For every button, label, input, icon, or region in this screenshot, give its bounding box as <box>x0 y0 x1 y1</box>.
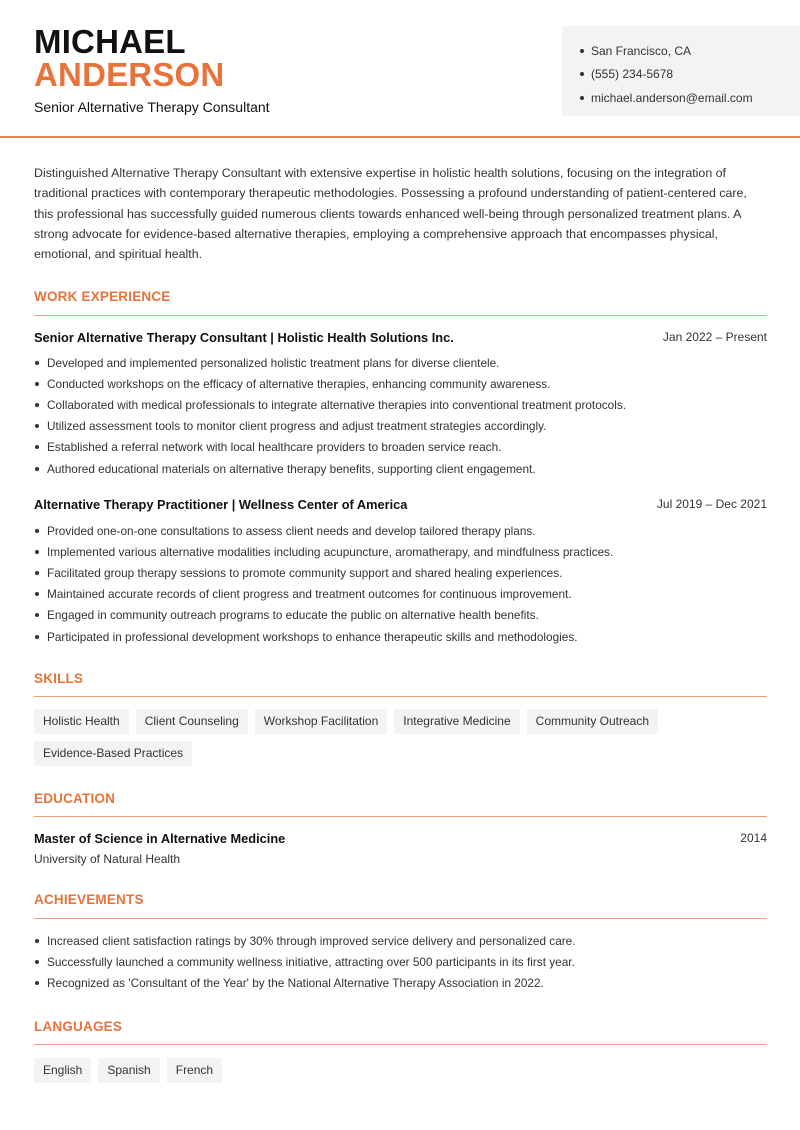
section-divider <box>34 696 767 697</box>
contact-box <box>562 26 800 116</box>
bullet-icon <box>580 72 584 76</box>
job-entry-header <box>34 497 767 512</box>
resume-header <box>0 0 800 138</box>
bullet-text: Authored educational materials on alternative therapy benefits, supporting client engagement. <box>47 461 536 476</box>
section-divider <box>34 918 767 919</box>
job-bullets <box>34 520 767 647</box>
list-item <box>34 373 767 394</box>
job-title: Senior Alternative Therapy Consultant <box>34 99 270 115</box>
list-item <box>34 394 767 415</box>
bullet-icon <box>35 382 39 386</box>
section-heading-achievements: ACHIEVEMENTS <box>34 892 144 907</box>
education-header <box>34 831 767 846</box>
list-item <box>34 605 767 626</box>
list-item <box>34 352 767 373</box>
languages-tags <box>34 1058 767 1083</box>
job-entry-header <box>34 330 767 345</box>
section-divider <box>34 1044 767 1045</box>
bullet-text: Increased client satisfaction ratings by 30% through improved service delivery and personalized care. <box>47 933 576 948</box>
email-text: michael.anderson@email.com <box>591 90 753 105</box>
school-name: University of Natural Health <box>34 852 181 866</box>
section-heading-skills: SKILLS <box>34 671 84 686</box>
section-heading-languages: LANGUAGES <box>34 1019 123 1034</box>
skill-tag: Workshop Facilitation <box>255 709 388 734</box>
skill-tag: Client Counseling <box>136 709 248 734</box>
list-item <box>34 626 767 647</box>
location-text: San Francisco, CA <box>591 43 692 58</box>
education-entry <box>34 831 767 866</box>
bullet-icon <box>580 96 584 100</box>
bullet-icon <box>35 592 39 596</box>
degree: Master of Science in Alternative Medicine <box>34 831 286 846</box>
bullet-icon <box>35 424 39 428</box>
bullet-icon <box>35 571 39 575</box>
bullet-icon <box>35 403 39 407</box>
bullet-icon <box>35 529 39 533</box>
bullet-icon <box>35 361 39 365</box>
bullet-icon <box>35 981 39 985</box>
job-entry-title: Senior Alternative Therapy Consultant | Holistic Health Solutions Inc. <box>34 330 454 345</box>
phone-text: (555) 234-5678 <box>591 67 674 82</box>
list-item <box>34 972 767 993</box>
skills-tags <box>34 709 767 766</box>
section-heading-education: EDUCATION <box>34 791 116 806</box>
language-tag: English <box>34 1058 91 1083</box>
bullet-text: Implemented various alternative modalities including acupuncture, aromatherapy, and mindfulness practices. <box>47 544 614 559</box>
bullet-icon <box>35 635 39 639</box>
job-bullets <box>34 352 767 479</box>
contact-location <box>580 39 800 63</box>
bullet-text: Participated in professional development workshops to enhance therapeutic skills and methodologies. <box>47 629 578 644</box>
summary-paragraph: Distinguished Alternative Therapy Consultant with extensive expertise in holistic health solutions, focusing on the integration of traditional practices with contemporary therapeutic methodologies. Possessing a profound understanding of patient-centered care, this professional has successfully guided numerous clients towards enhanced well-being through personalized treatment plans. A strong advocate for evidence-based alternative therapies, employing a comprehensive approach that encompasses physical, emotional, and spiritual health. <box>34 166 747 262</box>
bullet-text: Established a referral network with local healthcare providers to broaden service reach. <box>47 440 502 455</box>
list-item <box>34 437 767 458</box>
contact-email <box>580 86 800 110</box>
bullet-text: Conducted workshops on the efficacy of alternative therapies, enhancing community awareness. <box>47 376 551 391</box>
contact-phone <box>580 63 800 87</box>
list-item <box>34 562 767 583</box>
skill-tag: Integrative Medicine <box>394 709 519 734</box>
bullet-text: Provided one-on-one consultations to assess client needs and develop tailored therapy plans. <box>47 523 536 538</box>
bullet-text: Engaged in community outreach programs to educate the public on alternative health benefits. <box>47 608 539 623</box>
skill-tag: Community Outreach <box>527 709 658 734</box>
section-divider <box>34 315 767 316</box>
bullet-text: Facilitated group therapy sessions to promote community support and shared healing experiences. <box>47 565 563 580</box>
bullet-text: Collaborated with medical professionals to integrate alternative therapies into conventional treatment protocols. <box>47 397 627 412</box>
achievements-list <box>34 930 767 994</box>
list-item <box>34 584 767 605</box>
bullet-icon <box>35 467 39 471</box>
job-entry-title: Alternative Therapy Practitioner | Wellness Center of America <box>34 497 408 512</box>
bullet-icon <box>35 445 39 449</box>
language-tag: Spanish <box>98 1058 159 1083</box>
list-item <box>34 520 767 541</box>
skill-tag: Holistic Health <box>34 709 129 734</box>
bullet-icon <box>35 960 39 964</box>
bullet-text: Developed and implemented personalized holistic treatment plans for diverse clientele. <box>47 355 500 370</box>
graduation-year: 2014 <box>740 831 767 845</box>
list-item <box>34 458 767 479</box>
bullet-text: Utilized assessment tools to monitor client progress and adjust treatment strategies accordingly. <box>47 419 547 434</box>
language-tag: French <box>167 1058 222 1083</box>
bullet-text: Recognized as 'Consultant of the Year' by the National Alternative Therapy Association in 2022. <box>47 975 544 990</box>
list-item <box>34 541 767 562</box>
last-name: ANDERSON <box>34 56 225 93</box>
list-item <box>34 416 767 437</box>
first-name: MICHAEL <box>34 23 186 60</box>
bullet-text: Maintained accurate records of client progress and treatment outcomes for continuous improvement. <box>47 587 572 602</box>
list-item <box>34 951 767 972</box>
list-item <box>34 930 767 951</box>
section-divider <box>34 816 767 817</box>
job-entry-date: Jan 2022 – Present <box>662 330 767 344</box>
section-heading-work: WORK EXPERIENCE <box>34 289 171 304</box>
job-entry-date: Jul 2019 – Dec 2021 <box>656 497 767 511</box>
bullet-icon <box>35 613 39 617</box>
bullet-text: Successfully launched a community wellness initiative, attracting over 500 participants in its first year. <box>47 954 575 969</box>
bullet-icon <box>35 939 39 943</box>
bullet-icon <box>35 550 39 554</box>
bullet-icon <box>580 49 584 53</box>
skill-tag: Evidence-Based Practices <box>34 741 192 766</box>
